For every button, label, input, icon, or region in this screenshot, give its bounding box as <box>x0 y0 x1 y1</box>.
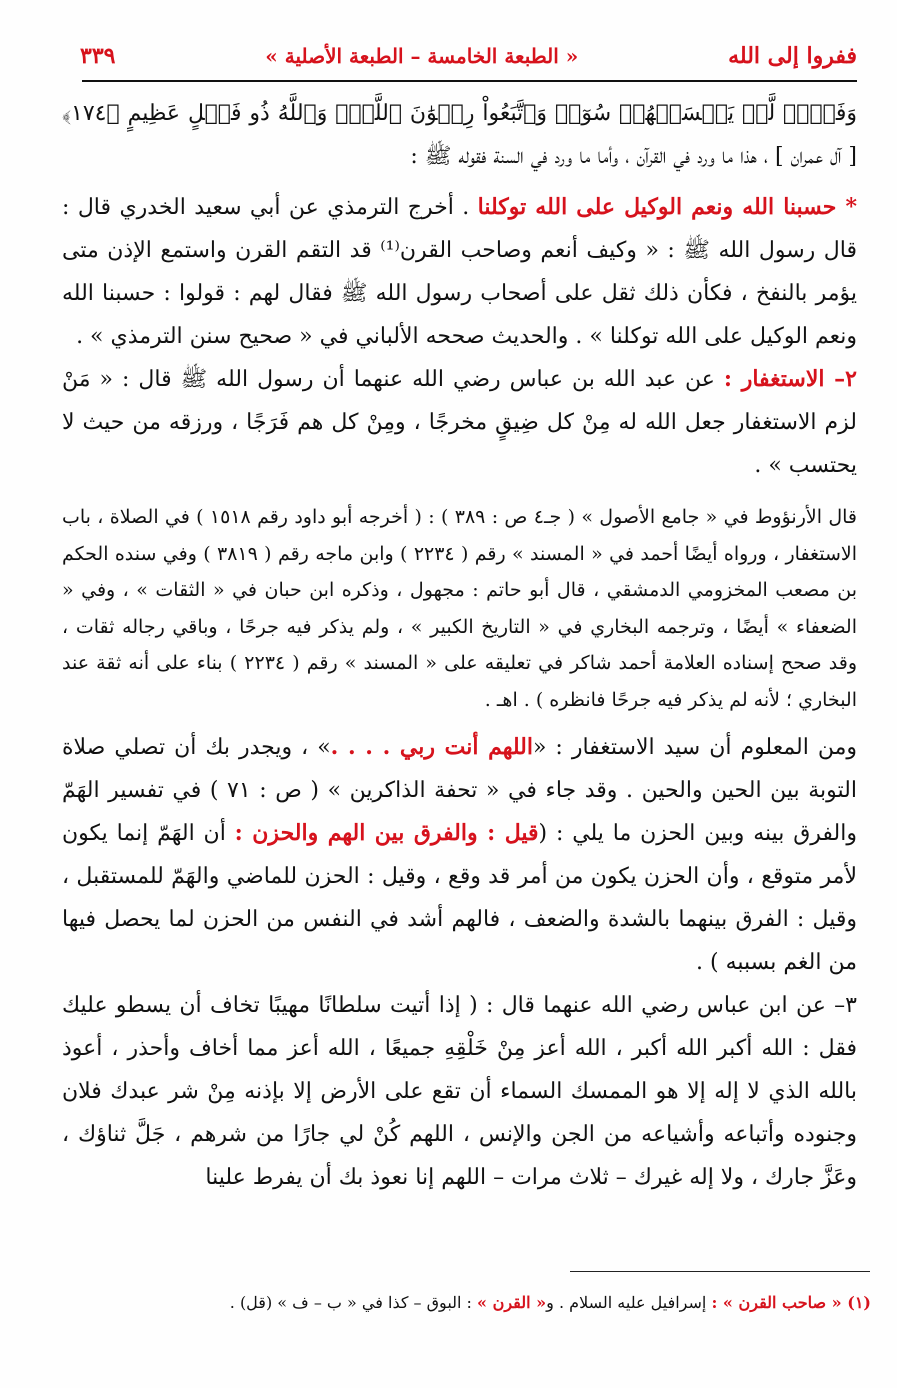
header-divider <box>82 80 857 82</box>
footnote-text: إسرافيل عليه السلام . و <box>546 1293 712 1312</box>
paragraph-hasbuna <box>62 186 857 358</box>
highlight-dua: اللهم أنت ربي . . . . <box>330 734 533 760</box>
footnote <box>62 1290 871 1316</box>
paragraph-text: ومن المعلوم أن سيد الاستغفار : « <box>532 735 857 760</box>
footnote-label-2: « القرن » <box>477 1293 547 1312</box>
running-title: ففروا إلى الله <box>728 43 857 69</box>
section-heading-hasbuna: * حسبنا الله ونعم الوكيل على الله توكلنا <box>477 194 857 220</box>
paragraph-ibn-abbas <box>62 984 857 1199</box>
paragraph-text: أن الهَمّ إنما يكون لأمر متوقع ، وأن الحزن يكون من أمر قد وقع ، وقيل : الحزن للماضي والهَمّ للمستقبل ، وقيل : الفرق بينهما بالشدة والضعف ، فالهم أشد في النفس من الحزن لما يحصل فيها من الغم بسببه ) . <box>62 821 857 975</box>
paragraph-text: وَفَضۡلٖ لَّمۡ يَمۡسَسۡهُمۡ سُوٓءٞ وَٱتَّبَعُواْ رِضۡوَٰنَ ٱللَّهِۗ وَٱللَّهُ ذُو فَضۡلٍ عَظِيمٍ ﴿١٧٤﴾ [ آل عمران ] ، هذا ما ورد في القرآن ، وأما ما ورد في السنة فقوله ﷺ : <box>62 101 857 169</box>
paragraph-text: » ، ويجدر بك أن تصلي صلاة التوبة بين الحين والحين . وقد جاء في « تحفة الذاكرين » ( ص : ٧١ ) في تفسير الهَمّ والفرق بينه وبين الحزن ما يلي : ( <box>62 735 857 846</box>
footnote-divider <box>570 1271 870 1272</box>
page-number: ٣٣٩ <box>80 43 116 69</box>
highlight-hamm-huzn: قيل : والفرق بين الهم والحزن : <box>234 820 539 846</box>
paragraph-quran-verse <box>62 92 857 178</box>
paragraph-sayyid-istighfar <box>62 726 857 984</box>
paragraph-text: ٣– عن ابن عباس رضي الله عنهما قال : ( إذا أتيت سلطانًا مهيبًا تخاف أن يسطو عليك فقل : الله أكبر الله أكبر ، الله أعز مِنْ خَلْقِهِ جميعًا ، الله أعز مما أخاف وأحذر ، أعوذ بالله الذي لا إله إلا هو الممسك السماء أن تقع على الأرض إلا بإذنه مِنْ شر عبدك فلان وجنوده وأتباعه وأشياعه من الجن والإنس ، اللهم كُنْ لي جارًا من شرهم ، جَلَّ ثناؤك ، وعَزَّ جارك ، ولا إله غيرك – ثلاث مرات – اللهم إنا نعوذ بك أن يفرط علينا <box>62 993 857 1190</box>
paragraph-text: عن عبد الله بن عباس رضي الله عنهما أن رسول الله ﷺ قال : « مَنْ لزم الاستغفار جعل الله له مِنْ كل ضِيقٍ مخرجًا ، ومِنْ كل هم فَرَجًا ، ورزقه من حيث لا يحتسب » . <box>62 367 857 478</box>
footnote-text: : البوق – كذا في « ب – ف » (قل) . <box>229 1293 478 1312</box>
paragraph-text: قال الأرنؤوط في « جامع الأصول » ( جـ٤ ص : ٣٨٩ ) : ( أخرجه أبو داود رقم ١٥١٨ ) في الصلاة ، باب الاستغفار ، ورواه أيضًا أحمد في « المسند » رقم ( ٢٢٣٤ ) وابن ماجه رقم ( ٣٨١٩ ) وفي سنده الحكم بن مصعب المخزومي الدمشقي ، قال أبو حاتم : مجهول ، وذكره ابن حبان في « الثقات » ، وفي « الضعفاء » أيضًا ، وترجمه البخاري في « التاريخ الكبير » ، ولم يذكر فيه جرحًا ، وباقي رجاله ثقات ، وقد صحح إسناده العلامة أحمد شاكر في تعليقه على « المسند » رقم ( ٢٢٣٤ ) بناء على أنه ثقة عند البخاري ؛ لأنه لم يذكر فيه جرحًا فانظره ) . اهـ . <box>62 506 858 711</box>
footnote-label: (١) « صاحب القرن » : <box>711 1293 871 1312</box>
edition-label: « الطبعة الخامسة – الطبعة الأصلية » <box>265 44 579 68</box>
paragraph-istighfar <box>62 358 857 487</box>
paragraph-text: . أخرج الترمذي عن أبي سعيد الخدري قال : قال رسول الله ﷺ : « وكيف أنعم وصاحب القرن⁽¹⁾ قد التقم القرن واستمع الإذن متى يؤمر بالنفخ ، فكأن ذلك ثقل على أصحاب رسول الله ﷺ فقال لهم : قولوا : حسبنا الله ونعم الوكيل على الله توكلنا » . والحديث صححه الألباني في « صحيح سنن الترمذي » . <box>62 195 857 349</box>
paragraph-arnaout-note <box>62 499 857 718</box>
page-body <box>62 92 857 1199</box>
page-header <box>80 38 857 74</box>
section-heading-istighfar: ٢– الاستغفار : <box>723 366 857 392</box>
